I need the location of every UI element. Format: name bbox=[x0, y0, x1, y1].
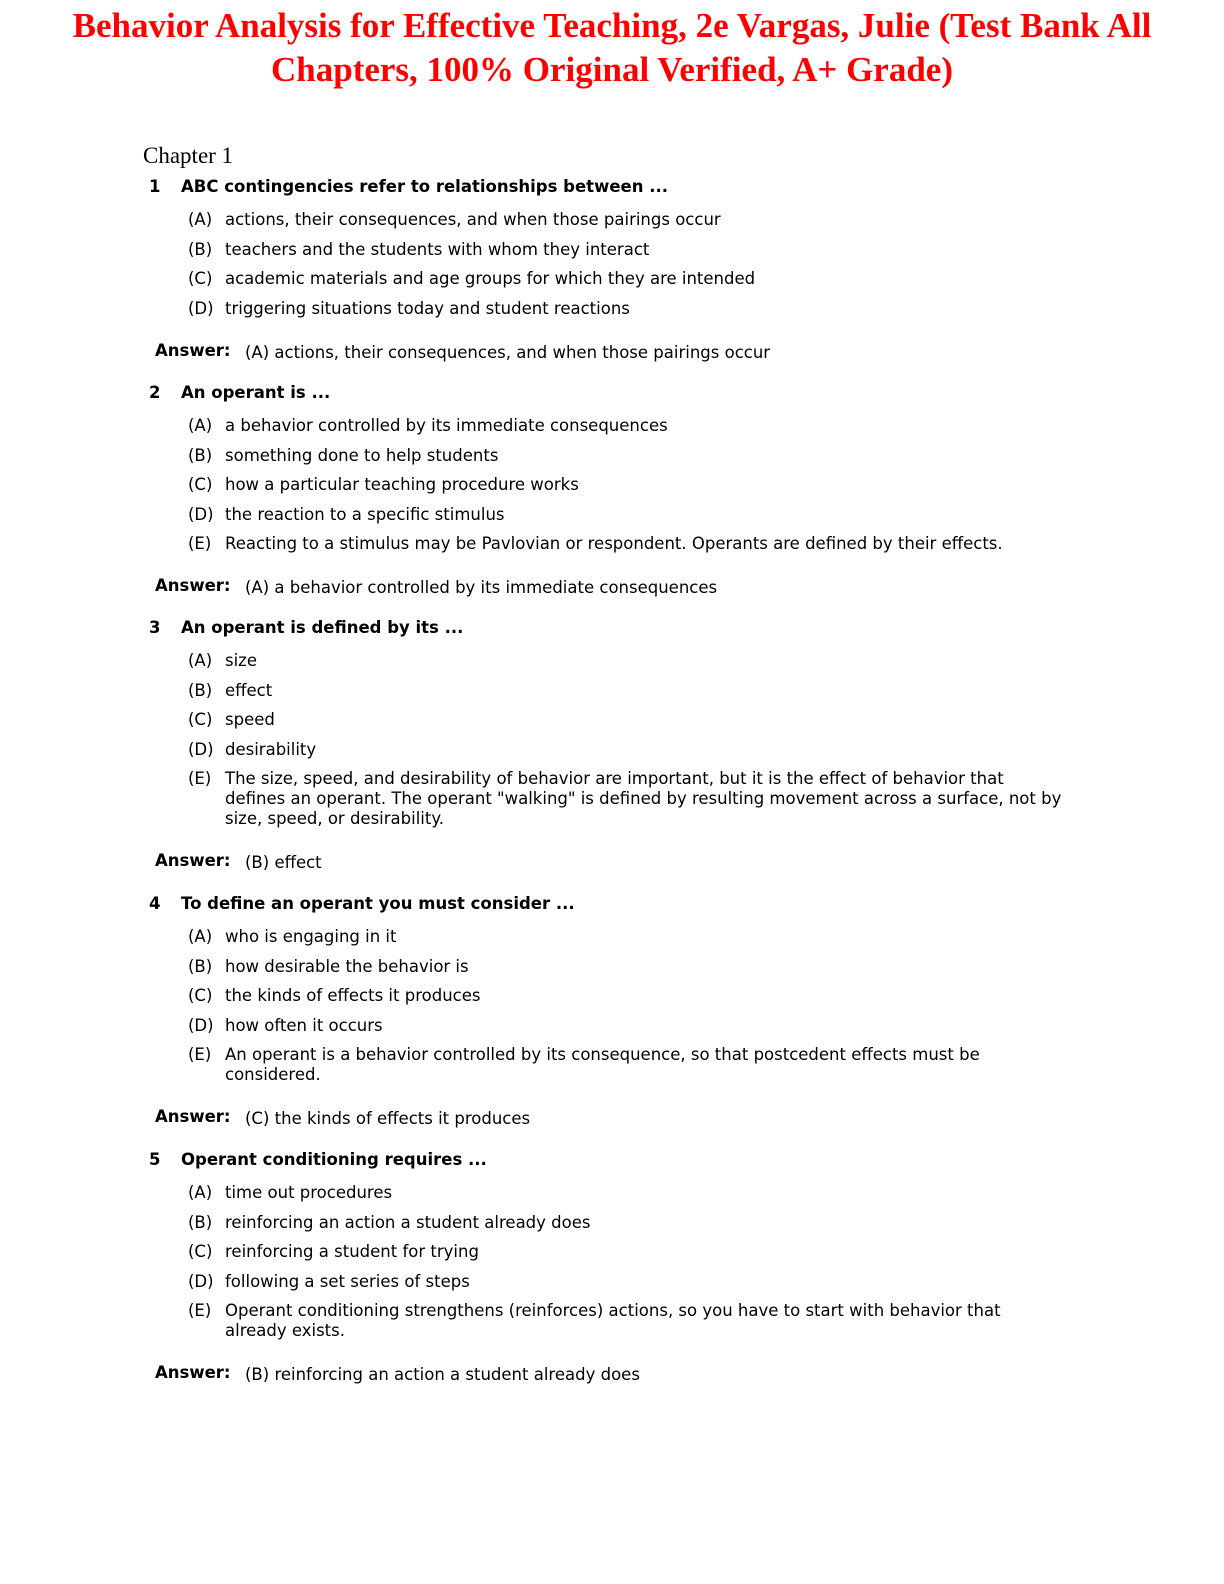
answer-option bbox=[0, 681, 1224, 701]
option-text: how desirable the behavior is bbox=[225, 956, 469, 976]
question-header bbox=[0, 892, 1224, 916]
option-letter: (C) bbox=[188, 710, 213, 729]
answer-option bbox=[0, 1301, 1224, 1341]
option-letter: (B) bbox=[188, 239, 213, 259]
option-letter: (A) bbox=[188, 416, 213, 435]
option-letter: (E) bbox=[188, 1301, 212, 1320]
answer-option bbox=[0, 534, 1224, 554]
question-number: 4 bbox=[149, 894, 161, 913]
option-text: Operant conditioning strengthens (reinforces) actions, so you have to start with behavior that already exists. bbox=[225, 1301, 1001, 1340]
option-text: effect bbox=[225, 680, 273, 700]
question-text: To define an operant you must consider ... bbox=[181, 894, 575, 913]
question-number: 3 bbox=[149, 618, 161, 637]
option-letter: (D) bbox=[188, 504, 214, 524]
answer-option bbox=[0, 927, 1224, 947]
answer-option bbox=[0, 769, 1224, 829]
answer-option bbox=[0, 1272, 1224, 1292]
option-text: reinforcing an action a student already does bbox=[225, 1212, 591, 1232]
option-text: Reacting to a stimulus may be Pavlovian or respondent. Operants are defined by their effects. bbox=[225, 534, 1003, 553]
option-text: academic materials and age groups for which they are intended bbox=[225, 269, 756, 288]
option-letter: (C) bbox=[188, 1242, 213, 1261]
option-letter: (C) bbox=[188, 475, 213, 494]
option-letter: (E) bbox=[188, 534, 212, 553]
question-header bbox=[0, 381, 1224, 405]
answer-option bbox=[0, 269, 1224, 289]
option-letter: (B) bbox=[188, 445, 213, 465]
answer-option bbox=[0, 446, 1224, 466]
option-letter: (B) bbox=[188, 1212, 213, 1232]
question-text: An operant is defined by its ... bbox=[181, 618, 464, 637]
answer-text: (A) actions, their consequences, and when those pairings occur bbox=[245, 342, 771, 362]
option-letter: (B) bbox=[188, 680, 213, 700]
option-letter: (A) bbox=[188, 927, 213, 946]
answer-option bbox=[0, 416, 1224, 436]
answer-option bbox=[0, 475, 1224, 495]
answer-option bbox=[0, 1016, 1224, 1036]
option-letter: (E) bbox=[188, 1045, 212, 1064]
answer-label: Answer: bbox=[155, 576, 231, 595]
option-letter: (B) bbox=[188, 956, 213, 976]
answer-text: (B) effect bbox=[245, 853, 322, 872]
question-header bbox=[0, 1148, 1224, 1172]
option-letter: (A) bbox=[188, 210, 213, 229]
answer-option bbox=[0, 986, 1224, 1006]
option-text: the reaction to a specific stimulus bbox=[225, 504, 505, 524]
option-letter: (C) bbox=[188, 986, 213, 1005]
answer-text: (C) the kinds of effects it produces bbox=[245, 1109, 531, 1128]
option-text: speed bbox=[225, 710, 275, 729]
answer-label: Answer: bbox=[155, 1107, 231, 1126]
answer-label: Answer: bbox=[155, 851, 231, 870]
option-text: actions, their consequences, and when those pairings occur bbox=[225, 210, 721, 229]
option-text: who is engaging in it bbox=[225, 927, 397, 946]
option-text: triggering situations today and student reactions bbox=[225, 298, 630, 318]
question-header bbox=[0, 616, 1224, 640]
option-text: reinforcing a student for trying bbox=[225, 1242, 479, 1261]
document-title: Behavior Analysis for Effective Teaching, 2e Vargas, Julie (Test Bank All Chapters, 100% Original Verified, A+ Grade) bbox=[72, 6, 1152, 89]
option-letter: (D) bbox=[188, 1015, 214, 1035]
answer-label: Answer: bbox=[155, 1363, 231, 1382]
answer-option bbox=[0, 1242, 1224, 1262]
answer-option bbox=[0, 651, 1224, 671]
option-text: desirability bbox=[225, 739, 317, 759]
answer-option bbox=[0, 957, 1224, 977]
question-header bbox=[0, 175, 1224, 199]
option-letter: (A) bbox=[188, 1183, 213, 1202]
answer-label: Answer: bbox=[155, 340, 231, 360]
option-text: something done to help students bbox=[225, 445, 499, 465]
option-text: An operant is a behavior controlled by its consequence, so that postcedent effects must be considered. bbox=[225, 1045, 980, 1084]
answer-option bbox=[0, 299, 1224, 319]
option-letter: (A) bbox=[188, 651, 213, 670]
answer-option bbox=[0, 1213, 1224, 1233]
question-text: An operant is ... bbox=[181, 383, 331, 402]
option-text: how often it occurs bbox=[225, 1015, 383, 1035]
answer-option bbox=[0, 1045, 1224, 1085]
option-text: following a set series of steps bbox=[225, 1271, 470, 1291]
option-letter: (D) bbox=[188, 739, 214, 759]
option-text: how a particular teaching procedure works bbox=[225, 475, 579, 494]
option-text: the kinds of effects it produces bbox=[225, 986, 481, 1005]
option-text: size bbox=[225, 651, 257, 670]
question-number: 2 bbox=[149, 383, 161, 402]
answer-text: (A) a behavior controlled by its immediate consequences bbox=[245, 578, 718, 597]
question-text: ABC contingencies refer to relationships between ... bbox=[181, 177, 668, 196]
answer-option bbox=[0, 240, 1224, 260]
answer-option bbox=[0, 210, 1224, 230]
option-letter: (D) bbox=[188, 1271, 214, 1291]
option-text: time out procedures bbox=[225, 1183, 393, 1202]
answer-option bbox=[0, 505, 1224, 525]
question-number: 5 bbox=[149, 1150, 161, 1169]
answer-option bbox=[0, 1183, 1224, 1203]
option-text: The size, speed, and desirability of behavior are important, but it is the effect of behavior that defines an operant. The operant "walking" is defined by resulting movement across a surface, not by size, speed, or desirability. bbox=[225, 769, 1062, 828]
answer-option bbox=[0, 740, 1224, 760]
option-text: teachers and the students with whom they interact bbox=[225, 239, 650, 259]
question-number: 1 bbox=[149, 177, 161, 196]
option-letter: (C) bbox=[188, 269, 213, 288]
option-letter: (D) bbox=[188, 298, 214, 318]
question-text: Operant conditioning requires ... bbox=[181, 1150, 487, 1169]
option-text: a behavior controlled by its immediate consequences bbox=[225, 416, 668, 435]
answer-text: (B) reinforcing an action a student already does bbox=[245, 1365, 640, 1384]
answer-option bbox=[0, 710, 1224, 730]
option-letter: (E) bbox=[188, 769, 212, 788]
chapter-heading: Chapter 1 bbox=[143, 143, 234, 168]
